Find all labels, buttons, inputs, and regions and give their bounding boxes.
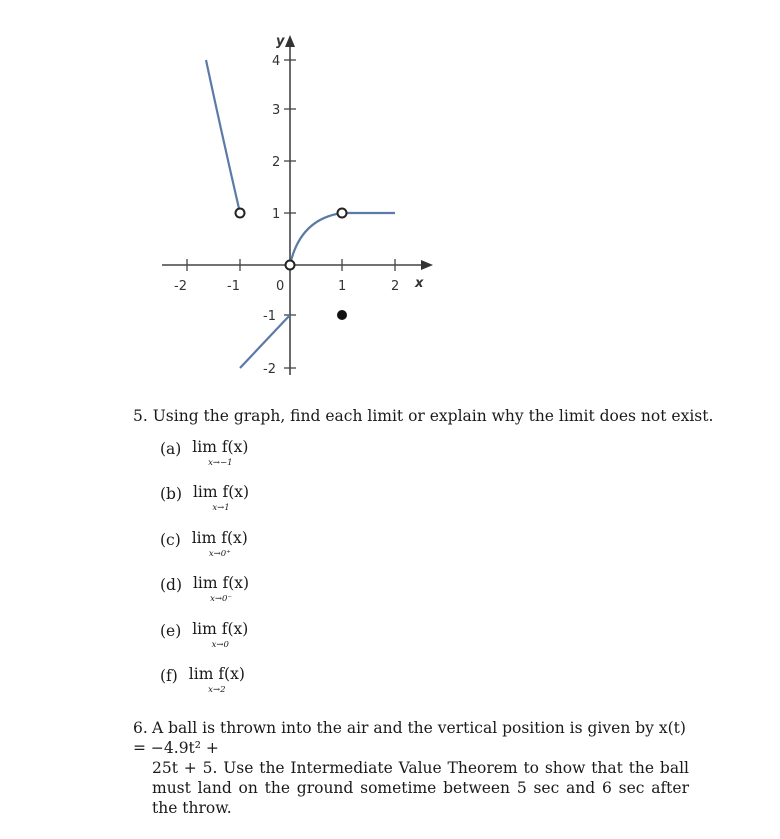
origin-label: 0 <box>276 279 285 294</box>
limit-expression: lim f(x) x→0⁻ <box>192 574 250 604</box>
part-label: (e) <box>160 622 182 640</box>
question-text-line1: A ball is thrown into the air and the vertical position is given by x(t) = −4.9t² + <box>133 719 686 757</box>
question-5 <box>133 407 713 425</box>
part-label: (a) <box>160 440 182 458</box>
y-tick-label: 3 <box>272 103 281 118</box>
y-axis-arrow-icon <box>285 35 295 47</box>
open-point-at-1 <box>338 209 347 218</box>
y-tick-label: 4 <box>272 54 281 69</box>
y-tick-label: -2 <box>263 362 276 377</box>
x-tick-label: 2 <box>391 279 400 294</box>
x-axis-arrow-icon <box>421 260 433 270</box>
question-number: 5. <box>133 407 148 425</box>
limit-expression: lim f(x) x→2 <box>188 665 245 695</box>
y-tick-label: -1 <box>263 309 276 324</box>
part-label: (f) <box>160 667 178 685</box>
open-point-at-neg1 <box>236 209 245 218</box>
closed-point-at-1 <box>337 310 347 320</box>
limit-expression: lim f(x) x→−1 <box>192 438 249 468</box>
limit-expression: lim f(x) x→1 <box>192 483 250 513</box>
subquestion-a <box>160 440 248 467</box>
y-tick-label: 1 <box>272 207 281 222</box>
subquestion-d <box>160 576 249 603</box>
limit-expression: lim f(x) x→0 <box>192 620 249 650</box>
sqrt-branch-curve <box>290 213 342 265</box>
x-tick-label: 1 <box>338 279 347 294</box>
function-graph <box>150 25 440 390</box>
x-tick-label: -2 <box>174 279 187 294</box>
subquestion-b <box>160 485 249 512</box>
x-axis-label: x <box>415 276 424 291</box>
left-branch-curve <box>206 60 240 213</box>
part-label: (b) <box>160 485 183 503</box>
part-label: (c) <box>160 531 181 549</box>
limit-expression: lim f(x) x→0⁺ <box>191 529 248 559</box>
question-prompt: Using the graph, find each limit or explain why the limit does not exist. <box>152 407 714 425</box>
open-point-at-origin <box>286 261 295 270</box>
function-curves <box>206 60 395 368</box>
question-6 <box>133 718 689 818</box>
subquestion-f <box>160 667 245 694</box>
subquestion-e <box>160 622 248 649</box>
y-tick-label: 2 <box>272 155 281 170</box>
y-axis-label: y <box>276 34 285 49</box>
question-text-rest: 25t + 5. Use the Intermediate Value Theorem to show that the ball must land on the ground sometime between 5 sec and 6 sec after the throw. <box>152 759 689 817</box>
question-number: 6. <box>133 719 148 737</box>
x-tick-label: -1 <box>227 279 240 294</box>
part-label: (d) <box>160 576 183 594</box>
subquestion-c <box>160 531 248 558</box>
